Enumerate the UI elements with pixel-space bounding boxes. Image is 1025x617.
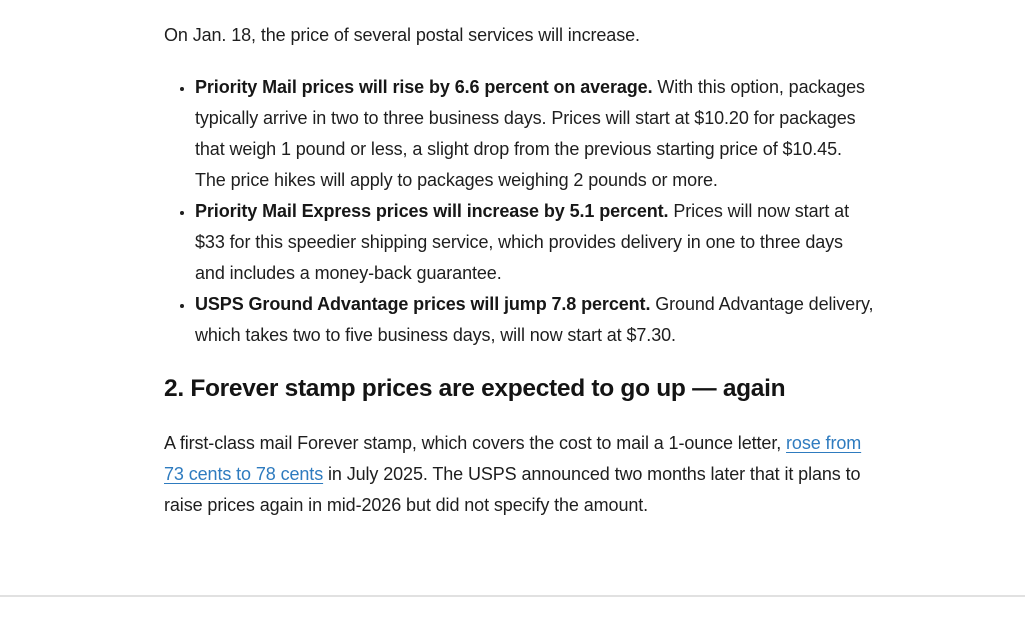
list-item-priority-mail-express [195, 196, 876, 289]
list-item-ground-advantage [195, 289, 876, 351]
list-item-priority-mail [195, 72, 876, 196]
price-changes-list [164, 72, 876, 351]
list-item-lead: Priority Mail prices will rise by 6.6 percent on average. [195, 77, 653, 97]
bottom-divider [0, 595, 1025, 597]
list-item-text: With this option, packages typically arrive in two to three business days. Prices will start at $10.20 for packages that weigh 1 pound or less, a slight drop from the previous starting price of $10.45. The price hikes will apply to packages weighing 2 pounds or more. [195, 77, 865, 190]
stamp-price-link[interactable]: rose from 73 cents to 78 cents [164, 433, 862, 484]
closing-text-after: in July 2025. The USPS announced two months later that it plans to raise prices again in mid-2026 but did not specify the amount. [164, 464, 861, 515]
intro-paragraph: On Jan. 18, the price of several postal services will increase. [164, 25, 640, 45]
closing-paragraph [164, 428, 876, 521]
article-content [164, 20, 876, 521]
section-heading: 2. Forever stamp prices are expected to go up — again [164, 375, 786, 402]
list-item-text: Prices will now start at $33 for this speedier shipping service, which provides delivery in one to three days and includes a money-back guarantee. [195, 201, 849, 283]
closing-text-before: A first-class mail Forever stamp, which covers the cost to mail a 1-ounce letter, [164, 433, 787, 453]
list-item-lead: USPS Ground Advantage prices will jump 7.8 percent. [195, 294, 651, 314]
list-item-text: Ground Advantage delivery, which takes two to five business days, will now start at $7.30. [195, 294, 874, 345]
list-item-lead: Priority Mail Express prices will increase by 5.1 percent. [195, 201, 669, 221]
